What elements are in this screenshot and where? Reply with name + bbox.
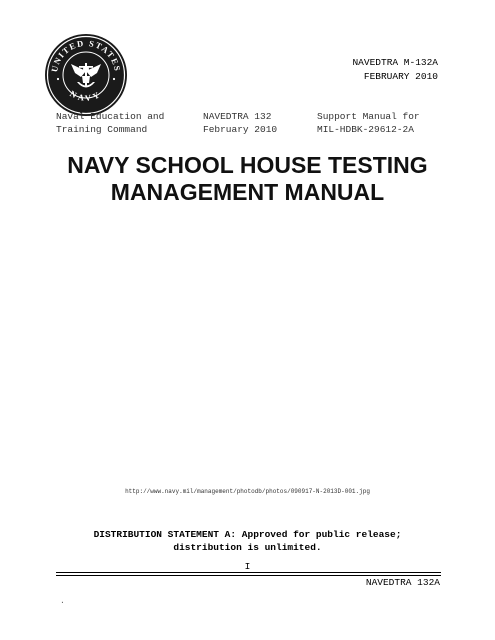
navy-seal-logo [44,33,128,117]
title-line-1: NAVY SCHOOL HOUSE TESTING [67,152,428,178]
seal-top-text: UNITED STATES [49,37,123,73]
document-number-block [352,56,438,84]
footer-document-number: NAVEDTRA 132A [365,577,440,588]
document-title [0,152,495,206]
seal-bottom-text: NAVY [68,88,104,104]
distribution-line-2: distribution is unlimited. [173,542,322,553]
issuer-line-1: Naval Education and [56,111,165,122]
page-number: I [244,561,251,572]
edition-number: NAVEDTRA 132 [203,111,272,122]
support-block [317,111,420,136]
footer-divider [56,572,441,573]
distribution-statement [0,528,495,554]
photo-credit-url: http://www.navy.mil/management/photodb/photos/090917-N-2013D-001.jpg [125,488,370,495]
issuer-block [56,111,164,136]
stray-mark: . [60,597,65,606]
issuer-line-2: Training Command [56,123,148,135]
support-line-1: Support Manual for [317,111,420,122]
edition-block [203,111,277,136]
document-date: FEBRUARY 2010 [363,71,438,82]
document-number: NAVEDTRA M-132A [352,57,438,68]
distribution-line-1: DISTRIBUTION STATEMENT A: Approved for public release; [93,529,402,540]
footer-divider-secondary [56,575,441,576]
edition-date: February 2010 [203,123,278,135]
title-line-2: MANAGEMENT MANUAL [110,179,385,205]
support-line-2: MIL-HDBK-29612-2A [317,123,414,135]
